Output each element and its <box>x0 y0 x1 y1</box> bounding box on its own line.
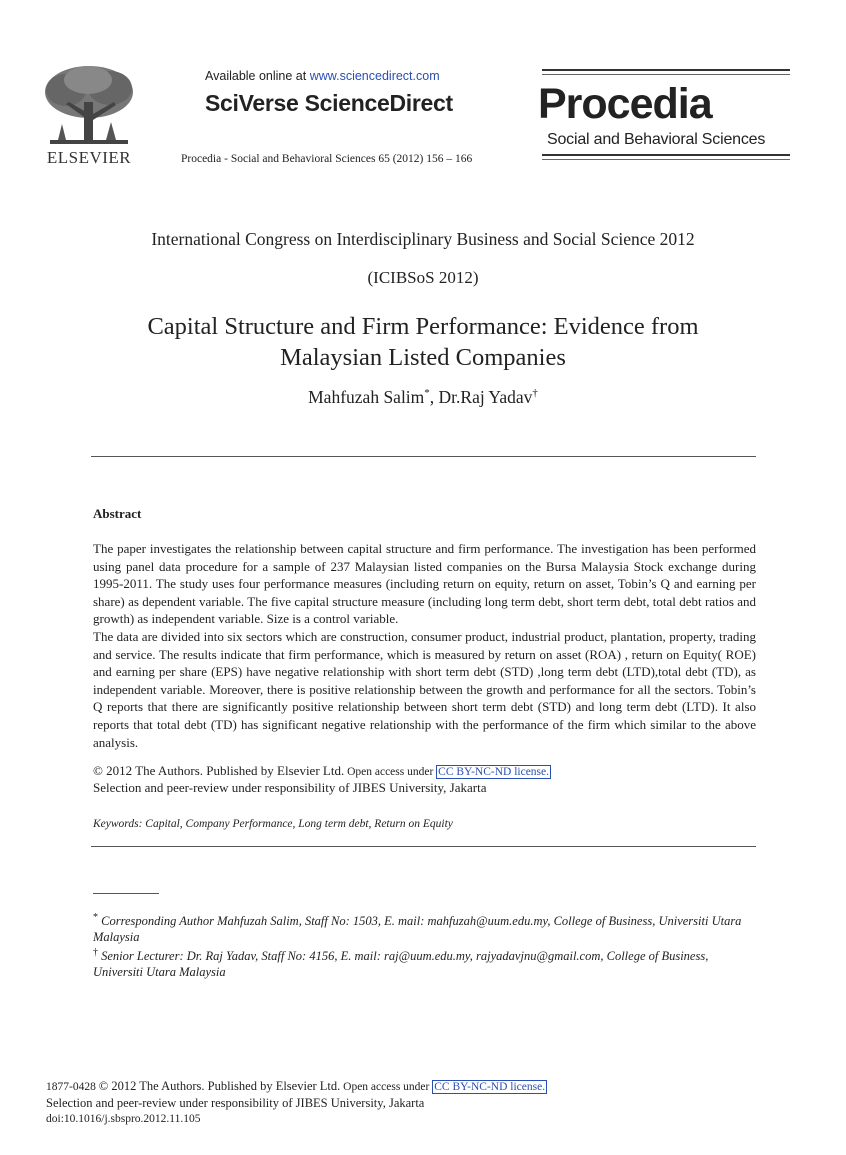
author-2-mark: † <box>532 387 538 400</box>
footer-doi: doi:10.1016/j.sbspro.2012.11.105 <box>46 1113 201 1125</box>
copyright-line-2: Selection and peer-review under responsibility of JIBES University, Jakarta <box>93 780 487 795</box>
page-footer <box>46 1078 547 1127</box>
divider-bottom <box>91 846 756 847</box>
author-1: Mahfuzah Salim <box>308 387 425 407</box>
footer-open-access: Open access under <box>340 1081 433 1093</box>
footnote-2-text: Senior Lecturer: Dr. Raj Yadav, Staff No: 4156, E. mail: raj@uum.edu.my, rajyadavjnu@gmail.com, College of Business, Universiti Utara Malaysia <box>93 949 709 980</box>
procedia-logo: Procedia <box>538 80 712 128</box>
available-online <box>205 69 440 83</box>
procedia-subtitle: Social and Behavioral Sciences <box>547 131 766 148</box>
footer-line-1 <box>46 1078 547 1095</box>
author-1-mark: * <box>424 387 430 400</box>
title-line-2: Malaysian Listed Companies <box>280 344 566 371</box>
open-access-text: Open access under <box>344 766 437 778</box>
authors <box>0 387 846 408</box>
keywords: Keywords: Capital, Company Performance, Long term debt, Return on Equity <box>93 818 453 830</box>
copyright-text: © 2012 The Authors. Published by Elsevier Ltd. <box>93 763 345 778</box>
abstract-paragraph-1: The paper investigates the relationship between capital structure and firm performance. The investigation has been performed using panel data procedure for a sample of 237 Malaysian listed companies on the Bursa Malaysia Stock exchange during 1995-2011. The study uses four performance measures (including return on equity, return on asset, Tobin’s Q and earning per share) as dependent variable. The five capital structure measure (including long term debt, short term debt, total debt ratios and growth) as independent variable. Size is a control variable. <box>93 541 756 627</box>
procedia-bottom-rule <box>542 154 790 156</box>
journal-reference: Procedia - Social and Behavioral Sciences 65 (2012) 156 – 166 <box>181 153 473 165</box>
sciencedirect-link[interactable]: www.sciencedirect.com <box>309 69 440 83</box>
footnote-1-text: Corresponding Author Mahfuzah Salim, Staff No: 1503, E. mail: mahfuzah@uum.edu.my, College of Business, Universiti Utara Malaysia <box>93 914 742 945</box>
divider-top <box>91 456 756 457</box>
copyright-block <box>93 763 551 796</box>
copyright-line-1 <box>93 763 551 780</box>
procedia-top-rule-thin <box>542 74 790 75</box>
elsevier-wordmark: ELSEVIER <box>46 148 132 167</box>
author-separator: , <box>429 387 439 407</box>
congress-acronym: (ICIBSoS 2012) <box>367 268 479 287</box>
footer-license-link[interactable]: CC BY-NC-ND license. <box>434 1081 546 1093</box>
author-2: Dr.Raj Yadav <box>438 387 533 407</box>
paper-title <box>0 311 846 373</box>
footnotes <box>93 910 756 980</box>
procedia-bottom-rule-thin <box>542 159 790 160</box>
title-line-1: Capital Structure and Firm Performance: Evidence from <box>147 313 699 340</box>
footer-line-2: Selection and peer-review under responsibility of JIBES University, Jakarta <box>46 1096 425 1110</box>
available-prefix: Available online at <box>205 69 310 83</box>
footer-issn: 1877-0428 <box>46 1081 99 1093</box>
license-link[interactable]: CC BY-NC-ND license. <box>438 766 550 778</box>
abstract-heading: Abstract <box>93 506 142 521</box>
abstract-body <box>93 540 756 751</box>
footnote-1 <box>93 910 756 945</box>
procedia-top-rule <box>542 69 790 71</box>
footnote-2 <box>93 945 756 980</box>
footer-copyright: © 2012 The Authors. Published by Elsevier Ltd. <box>98 1079 341 1093</box>
congress-name: International Congress on Interdisciplinary Business and Social Science 2012 <box>151 229 695 249</box>
footnote-2-mark: † <box>93 947 98 959</box>
footnote-rule <box>93 893 159 894</box>
footnote-1-mark: * <box>93 912 98 923</box>
sciverse-logo: SciVerse ScienceDirect <box>205 90 453 116</box>
abstract-paragraph-2: The data are divided into six sectors which are construction, consumer product, industrial product, plantation, property, trading and service. The results indicate that firm performance, which is measured by return on asset (ROA) , return on Equity( ROE) and earning per share (EPS) have negative relationship with short term debt (STD) ,long term debt (LTD),total debt (TD), as independent variable. Moreover, there is positive relationship between the growth and performance for all the sectors. Tobin’s Q reports that there are significantly positive relationship between short term debt (STD) and long term debt (LTD). It also reports that total debt (TD) has significant negative relationship with the performance of the firm which similar to the above analysis. <box>93 628 756 750</box>
